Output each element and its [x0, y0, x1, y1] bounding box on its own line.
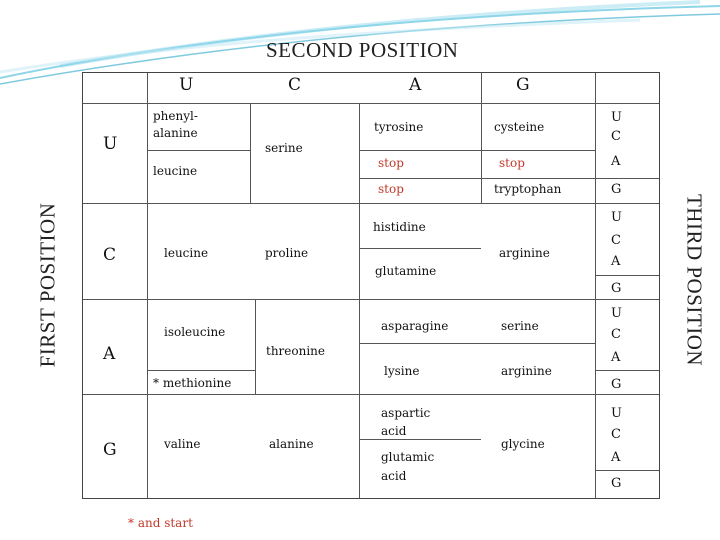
codon-phenylalanine-2: alanine — [153, 126, 198, 140]
codon-glutamic-1: glutamic — [381, 450, 435, 464]
u-row-sub-divider — [359, 150, 595, 151]
codon-glycine: glycine — [501, 437, 545, 451]
second-position-title: SECOND POSITION — [266, 38, 459, 62]
third-u-g: G — [611, 182, 622, 197]
third-sub-divider — [595, 370, 659, 371]
codon-leucine-u: leucine — [153, 164, 198, 178]
footnote: * and start — [128, 516, 193, 530]
codon-aspartic-2: acid — [381, 424, 407, 438]
codon-leucine-c: leucine — [164, 246, 209, 260]
header-u: U — [179, 75, 195, 95]
codon-asparagine: asparagine — [381, 319, 449, 333]
codon-methionine: * methionine — [153, 376, 232, 390]
a-ile-met-divider — [147, 370, 255, 371]
codon-histidine: histidine — [373, 220, 426, 234]
a-row-sub-divider — [359, 343, 595, 344]
header-a: A — [409, 75, 423, 95]
first-col-divider — [147, 73, 148, 498]
codon-stop-uga: stop — [499, 156, 525, 170]
first-u: U — [103, 134, 119, 154]
first-a: A — [103, 344, 117, 364]
u-row-sub-divider — [359, 178, 595, 179]
third-g-g: G — [611, 476, 622, 491]
third-c-u: U — [611, 210, 622, 225]
codon-tyrosine: tyrosine — [374, 120, 424, 134]
ac-col-divider — [359, 203, 360, 299]
first-position-title — [18, 200, 78, 370]
first-position-label: FIRST POSITION — [35, 202, 60, 368]
codon-proline: proline — [265, 246, 309, 260]
header-g: G — [516, 75, 531, 95]
codon-alanine: alanine — [269, 437, 314, 451]
ac-col-divider — [359, 299, 360, 394]
header-c: C — [288, 75, 303, 95]
third-a-g: G — [611, 377, 622, 392]
a-col-divider — [255, 299, 256, 394]
codon-isoleucine: isoleucine — [164, 325, 226, 339]
codon-tryptophan: tryptophan — [494, 182, 562, 196]
u-col-divider — [250, 103, 251, 203]
codon-glutamine: glutamine — [375, 264, 437, 278]
third-a-u: U — [611, 306, 622, 321]
codon-valine: valine — [164, 437, 201, 451]
third-c-c: C — [611, 233, 621, 248]
codon-cysteine: cysteine — [494, 120, 545, 134]
codon-arginine-c: arginine — [499, 246, 550, 260]
row-divider-uc — [83, 203, 659, 204]
third-position-label: THIRD POSITION — [682, 193, 707, 367]
codon-glutamic-2: acid — [381, 469, 407, 483]
c-row-sub-divider — [359, 248, 481, 249]
row-divider-ag — [83, 394, 659, 395]
third-position-title — [664, 190, 720, 370]
third-c-a: A — [611, 254, 621, 269]
third-g-u: U — [611, 406, 622, 421]
u-phe-leu-divider — [147, 150, 250, 151]
ag-header-divider — [481, 73, 482, 103]
ac-col-divider — [359, 103, 360, 203]
third-g-a: A — [611, 450, 621, 465]
codon-serine-u: serine — [265, 141, 303, 155]
third-sub-divider — [595, 178, 659, 179]
third-c-g: G — [611, 281, 622, 296]
third-u-u: U — [611, 110, 622, 125]
codon-lysine: lysine — [384, 364, 420, 378]
codon-threonine: threonine — [266, 344, 326, 358]
codon-aspartic-1: aspartic — [381, 406, 431, 420]
codon-stop-uaa: stop — [378, 156, 404, 170]
first-g: G — [103, 440, 118, 460]
third-g-c: C — [611, 427, 621, 442]
g-row-sub-divider — [359, 439, 481, 440]
header-divider — [83, 103, 659, 104]
row-divider-ca — [83, 299, 659, 300]
third-u-c: C — [611, 129, 621, 144]
third-sub-divider — [595, 275, 659, 276]
codon-arginine-a: arginine — [501, 364, 552, 378]
codon-serine-a: serine — [501, 319, 539, 333]
genetic-code-table — [82, 72, 660, 499]
third-a-a: A — [611, 350, 621, 365]
codon-stop-uag: stop — [378, 182, 404, 196]
third-sub-divider — [595, 470, 659, 471]
codon-phenylalanine-1: phenyl- — [153, 109, 198, 123]
third-a-c: C — [611, 327, 621, 342]
third-col-divider — [595, 73, 596, 498]
ac-col-divider — [359, 394, 360, 498]
first-c: C — [103, 245, 118, 265]
third-u-a: A — [611, 154, 621, 169]
ag-col-divider — [481, 103, 482, 203]
